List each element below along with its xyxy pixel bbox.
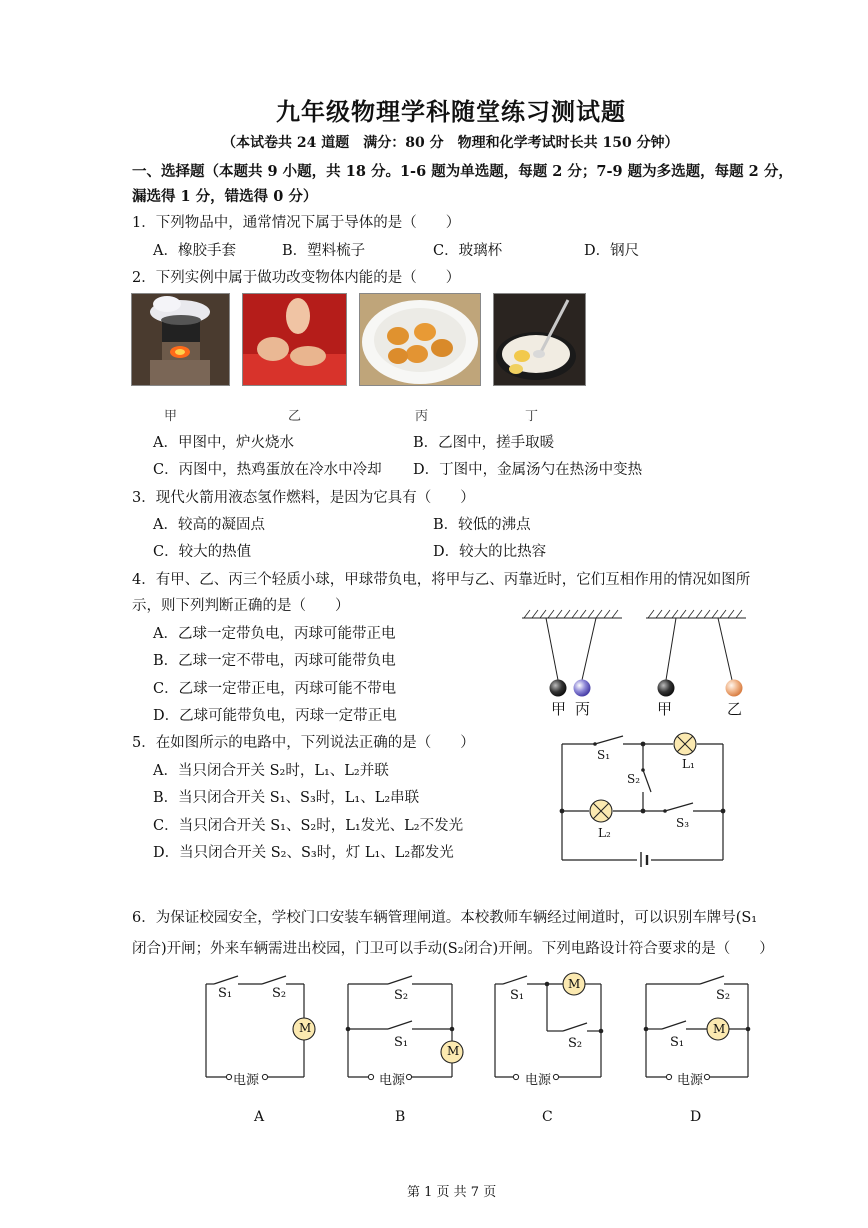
q4-option-c: C．乙球一定带正电，丙球可能不带电 xyxy=(153,681,397,697)
q6-stem-line2: 闭合)开闸；外来车辆需进出校园，门卫可以手动(S₂闭合)开闸。下列电路设计符合要求的是（ ） xyxy=(132,941,774,957)
q6b-motor: M xyxy=(447,1044,460,1058)
q6b-power: 电源 xyxy=(379,1073,406,1088)
q5-label-s3: S₃ xyxy=(676,816,690,830)
q5-option-d: D．当只闭合开关 S₂、S₃时，灯 L₁、L₂都发光 xyxy=(153,845,454,861)
page-footer: 第 1 页 共 7 页 xyxy=(407,1185,497,1200)
q6-option-c: C xyxy=(542,1109,553,1125)
ball-jia-left xyxy=(550,680,567,697)
q6a-s2: S₂ xyxy=(272,986,287,1001)
q1-option-c: C．玻璃杯 xyxy=(433,243,503,259)
section-header-line1: 一、选择题（本题共 9 小题，共 18 分。1-6 题为单选题，每题 2 分；7-9 题为多选题，每题 2 分， xyxy=(132,163,793,180)
q1-option-a: A．橡胶手套 xyxy=(153,243,236,259)
ball-bing xyxy=(574,680,591,697)
q6c-power: 电源 xyxy=(525,1073,552,1088)
q6a-s1: S₁ xyxy=(218,986,233,1001)
q6d-power: 电源 xyxy=(677,1073,704,1088)
q2-stem: 2．下列实例中属于做功改变物体内能的是（ ） xyxy=(132,270,461,286)
q5-label-s2: S₂ xyxy=(627,772,641,786)
q2-caption-jia: 甲 xyxy=(164,409,178,424)
q4-stem-line2: 示，则下列判断正确的是（ ） xyxy=(132,598,350,614)
q4-label-yi: 乙 xyxy=(727,700,743,718)
q6b-s2: S₂ xyxy=(394,988,409,1003)
q3-option-b: B．较低的沸点 xyxy=(433,517,531,533)
q5-label-l2: L₂ xyxy=(598,826,611,840)
page-title: 九年级物理学科随堂练习测试题 xyxy=(276,97,626,126)
q5-option-c: C．当只闭合开关 S₁、S₂时，L₁发光、L₂不发光 xyxy=(153,818,464,834)
photo-rubbing-hands xyxy=(242,293,347,386)
q5-option-a: A．当只闭合开关 S₂时，L₁、L₂并联 xyxy=(153,763,389,779)
q6-option-b: B xyxy=(395,1109,406,1125)
q6a-motor: M xyxy=(299,1021,312,1035)
q6-option-d: D xyxy=(690,1109,702,1125)
ball-yi xyxy=(726,680,743,697)
q4-label-bing: 丙 xyxy=(575,700,591,718)
q5-label-s1: S₁ xyxy=(597,748,611,762)
photo-spoon-in-soup xyxy=(493,293,586,386)
q4-label-jia-1: 甲 xyxy=(551,700,567,718)
q6b-s1: S₁ xyxy=(394,1035,409,1050)
q2-option-c: C．丙图中，热鸡蛋放在冷水中冷却 xyxy=(153,462,382,478)
q6c-s2: S₂ xyxy=(568,1036,583,1051)
q1-option-d: D．钢尺 xyxy=(584,243,640,259)
q6a-power: 电源 xyxy=(233,1073,260,1088)
photo-boiling-water xyxy=(131,293,230,386)
ball-jia-right xyxy=(658,680,675,697)
q2-caption-yi: 乙 xyxy=(288,409,302,424)
q6-stem-line1: 6．为保证校园安全，学校门口安装车辆管理闸道。本校教师车辆经过闸道时，可以识别车牌号(S₁ xyxy=(132,910,758,926)
q6d-motor: M xyxy=(713,1022,726,1036)
q6-option-a: A xyxy=(254,1109,265,1125)
q2-option-d: D．丁图中，金属汤勺在热汤中变热 xyxy=(413,462,643,478)
q5-label-l1: L₁ xyxy=(682,757,695,771)
q5-circuit-diagram xyxy=(555,732,735,867)
page-subtitle: （本试卷共 24 道题 满分：80 分 物理和化学考试时长共 150 分钟） xyxy=(222,135,679,151)
q6c-s1: S₁ xyxy=(510,988,525,1003)
q3-stem: 3．现代火箭用液态氢作燃料，是因为它具有（ ） xyxy=(132,490,475,506)
q1-option-b: B．塑料梳子 xyxy=(282,243,366,259)
q4-stem-line1: 4．有甲、乙、丙三个轻质小球，甲球带负电，将甲与乙、丙靠近时，它们互相作用的情况如图所 xyxy=(132,572,751,588)
q1-stem: 1．下列物品中，通常情况下属于导体的是（ ） xyxy=(132,215,461,231)
q3-option-a: A．较高的凝固点 xyxy=(153,517,265,533)
q4-label-jia-2: 甲 xyxy=(657,700,673,718)
q3-option-d: D．较大的比热容 xyxy=(433,544,547,560)
q2-option-b: B．乙图中，搓手取暖 xyxy=(413,435,555,451)
photo-eggs-in-water xyxy=(359,293,481,386)
q5-option-b: B．当只闭合开关 S₁、S₃时，L₁、L₂串联 xyxy=(153,790,420,806)
q4-option-b: B．乙球一定不带电，丙球可能带负电 xyxy=(153,653,396,669)
section-header-line2: 漏选得 1 分，错选得 0 分） xyxy=(132,188,318,205)
q4-option-d: D．乙球可能带负电，丙球一定带正电 xyxy=(153,708,397,724)
q6c-motor: M xyxy=(568,977,581,991)
q2-caption-bing: 丙 xyxy=(415,409,429,424)
q6d-s1: S₁ xyxy=(670,1035,685,1050)
q5-stem: 5．在如图所示的电路中，下列说法正确的是（ ） xyxy=(132,735,475,751)
q4-option-a: A．乙球一定带负电，丙球可能带正电 xyxy=(153,626,396,642)
q2-caption-ding: 丁 xyxy=(525,409,539,424)
q3-option-c: C．较大的热值 xyxy=(153,544,252,560)
q2-option-a: A．甲图中，炉火烧水 xyxy=(153,435,294,451)
q6d-s2: S₂ xyxy=(716,988,731,1003)
